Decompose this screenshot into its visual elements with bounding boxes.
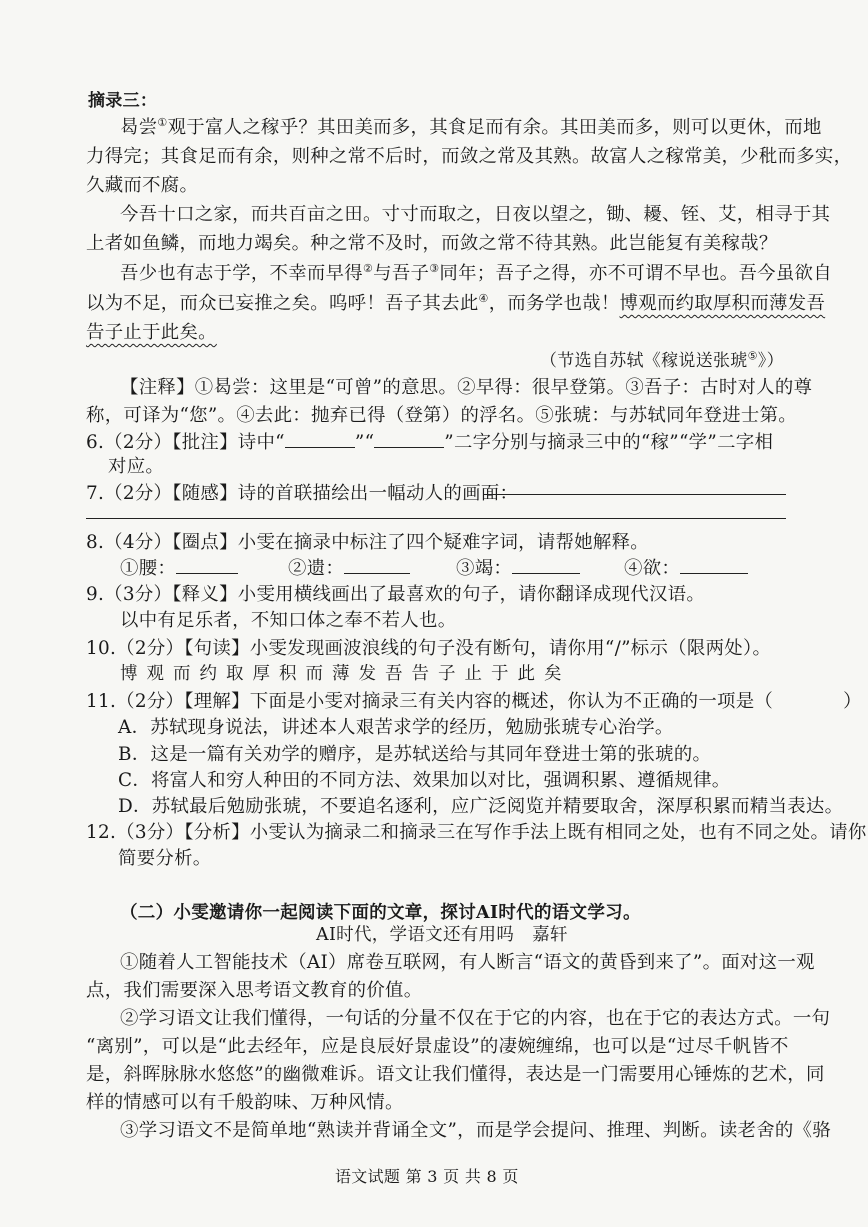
article-p2-line3: 是，斜晖脉脉水悠悠”的幽微难诉。语文让我们懂得，表达是一门需要用心锤炼的艺术，同 [86, 1064, 825, 1085]
wavy-sentence-part2: 告子止于此矣。 [86, 322, 217, 343]
question-12-line2: 简要分析。 [118, 848, 212, 869]
question-7: 7.（2分）【随感】诗的首联描绘出一幅动人的画面： [86, 483, 519, 504]
excerpt-heading: 摘录三： [88, 91, 158, 111]
excerpt-p1-line2: 力得完；其食足而有余，则种之常不后时，而敛之常及其熟。故富人之稼常美，少秕而多实， [86, 146, 853, 167]
q8-blank-1[interactable] [176, 559, 238, 574]
question-8: 8.（4分）【圈点】小雯在摘录中标注了四个疑难字词，请帮她解释。 [86, 532, 649, 553]
q11-option-b: B．这是一篇有关劝学的赠序，是苏轼送给与其同年登进士第的张琥的。 [118, 744, 712, 765]
excerpt-p2-line2: 上者如鱼鳞，而地力竭矣。种之常不及时，而敛之常不待其熟。此岂能复有美稼哉？ [86, 233, 778, 254]
excerpt-p2-line1: 今吾十口之家，而共百亩之田。寸寸而取之，日夜以望之，锄、耰、铚、艾，相寻于其 [120, 204, 831, 225]
q8-blank-4[interactable] [680, 559, 748, 574]
q8-blank-3[interactable] [512, 559, 580, 574]
q8-item-4: ④欲： [624, 554, 748, 580]
excerpt-p3-line2: 以为不足，而众已妄推之矣。呜呼！吾子其去此④，而务学也哉！博观而约取厚积而薄发吾 [86, 291, 826, 314]
q9-sentence: 以中有足乐者，不知口体之奉不若人也。 [120, 610, 457, 631]
q11-option-d: D．苏轼最后勉励张琥，不要追名逐利，应广泛阅览并精要取舍，深厚积累而精当表达。 [118, 796, 844, 817]
article-p2-line4: 样的情感可以有千般韵味、万种风情。 [86, 1092, 404, 1113]
q8-item-2: ②遗： [288, 554, 410, 580]
question-6: 6.（2分）【批注】诗中“ ”“ ”二字分别与摘录三中的“稼”“学”二字相 [86, 432, 774, 453]
q8-item-1: ①腰： [120, 554, 238, 580]
question-6-line2: 对应。 [108, 456, 165, 477]
q8-item-3: ③竭： [456, 554, 580, 580]
question-11: 11.（2分）【理解】下面是小雯对摘录三有关内容的概述，你认为不正确的一项是（ ） [86, 691, 862, 712]
q8-blank-2[interactable] [344, 559, 410, 574]
question-10: 10.（2分）【句读】小雯发现画波浪线的句子没有断句，请你用“/”标示（限两处）。 [86, 638, 772, 659]
article-p2-line1: ②学习语文让我们懂得，一句话的分量不仅在于它的内容，也在于它的表达方式。一句 [120, 1008, 831, 1029]
article-author: 嘉轩 [532, 925, 568, 945]
article-p2-line2: “离别”，可以是“此去经年，应是良辰好景虚设”的凄婉缠绵，也可以是“过尽千帆皆不 [86, 1036, 789, 1057]
excerpt-p3-line3 [86, 318, 217, 344]
wavy-sentence-part1: 博观而约取厚积而薄发吾 [619, 293, 826, 314]
q6-blank-1[interactable] [285, 433, 355, 448]
article-p1-line1: ①随着人工智能技术（AI）席卷互联网，有人断言“语文的黄昏到来了”。面对这一观 [120, 952, 815, 973]
excerpt-p1-line3: 久藏而不腐。 [86, 175, 199, 196]
q7-answer-line-2[interactable] [86, 518, 786, 519]
q11-option-a: A．苏轼现身说法，讲述本人艰苦求学的经历，勉励张琥专心治学。 [118, 717, 674, 738]
excerpt-source: （节选自苏轼《稼说送张琥⑤》） [540, 349, 784, 371]
excerpt-p3-line1: 吾少也有志于学，不幸而早得②与吾子③同年；吾子之得，亦不可谓不早也。吾今虽欲自 [120, 261, 832, 284]
article-p3-line1: ③学习语文不是简单地“熟读并背诵全文”，而是学会提问、推理、判断。读老舍的《骆 [120, 1120, 831, 1141]
notes-line2: 称，可译为“您”。④去此：抛弃已得（登第）的浮名。⑤张琥：与苏轼同年登进士第。 [86, 405, 797, 426]
excerpt-p1-line1: 曷尝①观于富人之稼乎？其田美而多，其食足而有余。其田美而多，则可以更休，而地 [120, 115, 822, 138]
q6-blank-2[interactable] [374, 433, 444, 448]
q11-option-c: C．将富人和穷人种田的不同方法、效果加以对比，强调积累、遵循规律。 [118, 770, 731, 791]
notes-line1: 【注释】①曷尝：这里是“可曾”的意思。②早得：很早登第。③吾子：古时对人的尊 [120, 377, 813, 398]
q7-answer-line-1[interactable] [484, 494, 786, 495]
article-p1-line2: 点，我们需要深入思考语文教育的价值。 [86, 980, 423, 1001]
article-title: AI时代，学语文还有用吗 [316, 925, 515, 945]
question-12: 12.（3分）【分析】小雯认为摘录二和摘录三在写作手法上既有相同之处，也有不同之处。请你 [86, 822, 867, 843]
page-footer: 语文试题 第 3 页 共 8 页 [335, 1167, 519, 1186]
q10-sentence: 博观而约取厚积而薄发吾告子止于此矣 [120, 664, 571, 684]
section-2-heading: （二）小雯邀请你一起阅读下面的文章，探讨AI时代的语文学习。 [120, 903, 641, 923]
question-9: 9.（3分）【释义】小雯用横线画出了最喜欢的句子，请你翻译成现代汉语。 [86, 584, 706, 605]
article-title-line [316, 921, 568, 946]
